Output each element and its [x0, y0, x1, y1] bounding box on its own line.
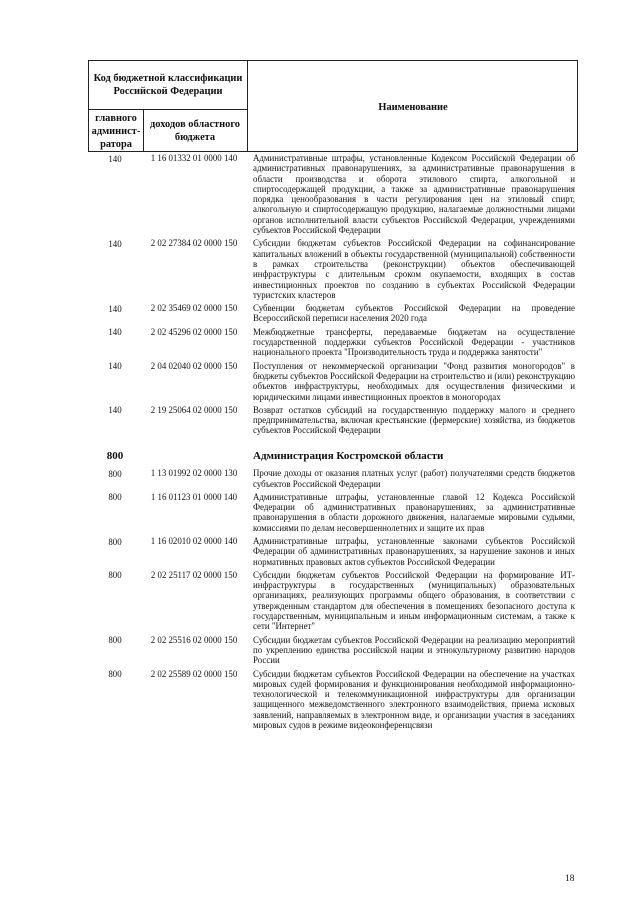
table-row [88, 635, 578, 666]
income-code-cell: 2 02 25589 02 0000 150 [150, 668, 238, 679]
name-cell: Административные штрафы, установленные главой 12 Кодекса Российской Федерации об административных правонарушениях, за административные правонарушения в области дорожного движения, налагаемые мировыми судьями, комиссиями по делам несовершеннолетних и защите их прав [253, 491, 575, 533]
admin-code-cell: 140 [108, 327, 122, 338]
admin-code-cell: 140 [108, 153, 122, 164]
table-row [88, 468, 578, 489]
table-row [88, 492, 578, 533]
table-body [88, 153, 578, 733]
income-code-cell: 2 02 27384 02 0000 150 [150, 238, 238, 249]
admin-code-cell: 800 [106, 450, 124, 463]
income-code-cell [142, 450, 246, 463]
admin-code-cell: 800 [108, 570, 122, 581]
name-cell: Субвенции бюджетам субъектов Российской Федерации на проведение Всероссийской переписи населения 2020 года [253, 303, 575, 324]
table-row [88, 361, 578, 402]
table-row [88, 536, 578, 567]
table-row [88, 153, 578, 235]
admin-code-cell: 140 [108, 405, 122, 416]
admin-code-cell: 800 [108, 635, 122, 646]
table-row [88, 327, 578, 358]
table-row [88, 405, 578, 436]
admin-code-cell: 800 [108, 492, 122, 503]
name-cell: Субсидии бюджетам субъектов Российской Федерации на обеспечение на участках мировых судей формирования и функционирования необходимой информационно-технологической и телекоммуникационной инфраструктуры для организации защищенного межведомственного электронного взаимодействия, приема исковых заявлений, направляемых в электронном виде, и организации участия в заседаниях мировых судов в режиме видеоконференцсвязи [253, 668, 575, 731]
income-code-cell: 2 19 25064 02 0000 150 [150, 404, 238, 415]
income-code-cell: 2 02 25117 02 0000 150 [150, 569, 238, 580]
income-code-cell: 1 16 01123 01 0000 140 [150, 491, 238, 502]
admin-code-cell: 800 [108, 669, 122, 680]
income-code-cell: 2 02 45296 02 0000 150 [150, 326, 238, 337]
name-cell: Возврат остатков субсидий на государственную поддержку малого и среднего предпринимательства, включая крестьянские (фермерские) хозяйства, из бюджетов субъектов Российской Федерации [253, 404, 575, 436]
income-code-cell: 2 02 35469 02 0000 150 [150, 303, 238, 314]
income-code-cell: 1 13 01992 02 0000 130 [150, 468, 238, 479]
name-cell: Административные штрафы, установленные Кодексом Российской Федерации об административных правонарушениях, за административные правонарушения в области производства и оборота этилового спирта, алкогольной и спиртосодержащей продукции, а также за административные правонарушения порядка ценообразования в части регулирования цен на этиловый спирт, алкогольную и спиртосодержащую продукцию, налагаемые должностными лицами органов исполнительной власти субъектов Российской Федерации, учреждениями субъектов Российской Федерации [253, 153, 575, 236]
header-name: Наименование [378, 101, 448, 113]
name-cell: Административные штрафы, установленные законами субъектов Российской Федерации об административных правонарушениях, за нарушение законов и иных нормативных правовых актов субъектов Российской Федерации [253, 536, 575, 567]
income-code-cell: 1 16 02010 02 0000 140 [150, 536, 238, 546]
table-row [88, 570, 578, 632]
table-header [88, 60, 578, 152]
admin-code-cell: 140 [108, 238, 122, 249]
admin-code-cell: 800 [108, 536, 122, 547]
name-cell: Прочие доходы от оказания платных услуг (работ) получателями средств бюджетов субъектов Российской Федерации [253, 468, 575, 489]
name-cell: Субсидии бюджетам субъектов Российской Федерации на софинансирование капитальных вложений в объекты государственной (муниципальной) собственности в рамках строительства (реконструкции) объектов обеспечивающей инфраструктуры с длительным сроком окупаемости, входящих в состав инвестиционных проектов по созданию в субъектах Российской Федерации туристских кластеров [253, 238, 575, 300]
header-main-admin: главного админист-ратора [91, 112, 141, 150]
admin-code-cell: 140 [108, 303, 122, 314]
income-code-cell: 2 02 25516 02 0000 150 [150, 634, 238, 645]
admin-code-cell: 800 [108, 468, 122, 479]
section-row [88, 450, 578, 463]
table-row [88, 669, 578, 731]
name-cell: Поступления от некоммерческой организации "Фонд развития моногородов" в бюджеты субъектов Российской Федерации на строительство и (или) реконструкцию объектов инфраструктуры, необходимых для осуществления физическими и юридическими лицами инвестиционных проектов в моногородах [253, 360, 576, 402]
header-income: доходов областного бюджета [150, 119, 240, 143]
income-code-cell: 2 04 02040 02 0000 150 [150, 360, 238, 371]
page-number: 18 [565, 874, 575, 884]
table-row [88, 303, 578, 324]
name-cell: Администрация Костромской области [253, 449, 444, 462]
name-cell: Субсидии бюджетам субъектов Российской Федерации на формирование ИТ-инфраструктуры в государственных (муниципальных) образовательных организациях, реализующих программы общего образования, в соответствии с утвержденным стандартом для обеспечения в помещениях безопасного доступа к государственным, муниципальным и иным информационным системам, а также к сети "Интернет" [253, 569, 575, 632]
table-row [88, 238, 578, 300]
admin-code-cell: 140 [108, 361, 122, 372]
name-cell: Субсидии бюджетам субъектов Российской Федерации на реализацию мероприятий по укреплению единства российской нации и этнокультурному развитию народов России [253, 634, 575, 666]
header-code-group: Код бюджетной классификации Российской Федерации [93, 73, 243, 97]
income-code-cell: 1 16 01332 01 0000 140 [150, 153, 238, 163]
name-cell: Межбюджетные трансферты, передаваемые бюджетам на осуществление государственной поддержки субъектов Российской Федерации - участников национального проекта "Производительность труда и поддержка занятости" [253, 326, 575, 358]
